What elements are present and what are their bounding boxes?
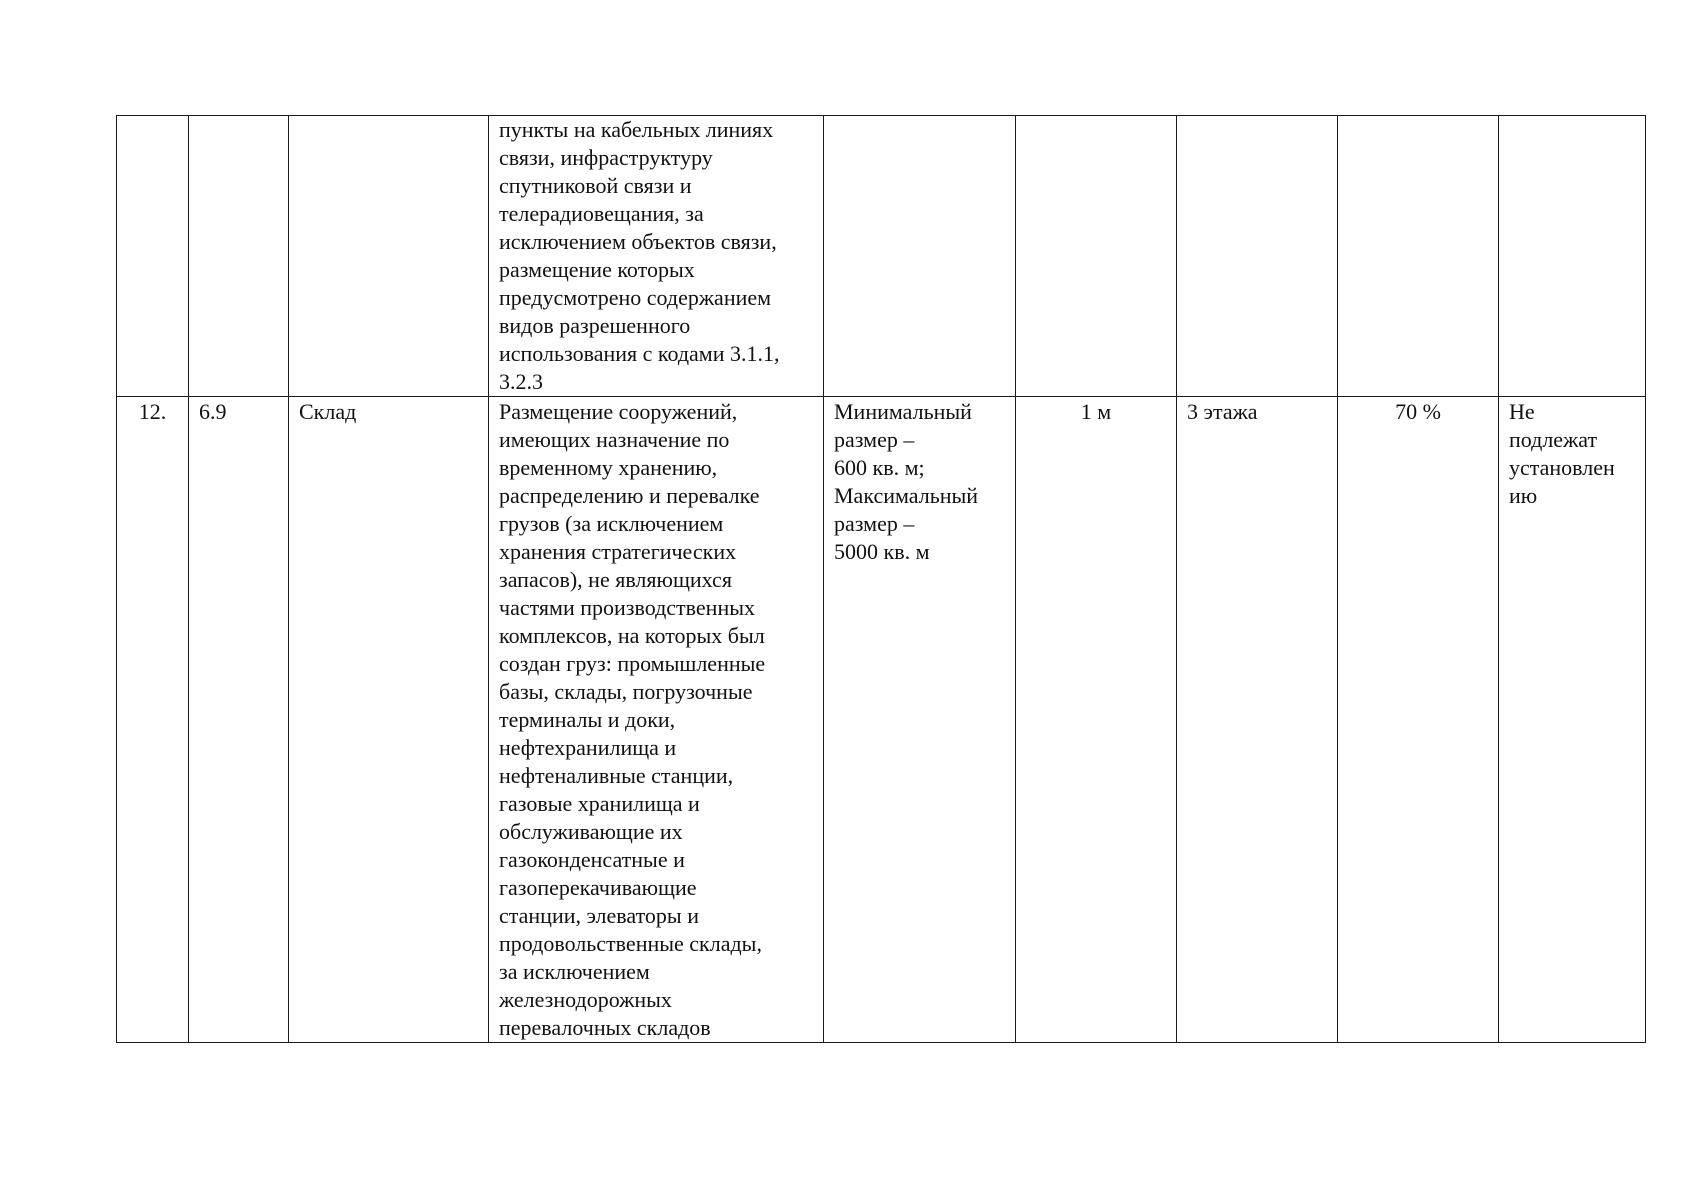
text-line: обслуживающие их <box>499 819 683 844</box>
text-line: за исключением <box>499 959 650 984</box>
text-line: 600 кв. м; <box>834 455 925 480</box>
cell-code <box>189 116 289 397</box>
text-line: Максимальный <box>834 483 979 508</box>
cell-coverage <box>1338 116 1499 397</box>
text-line: частями производственных <box>499 595 755 620</box>
text-line: продовольственные склады, <box>499 931 762 956</box>
text-line: подлежат <box>1509 427 1598 452</box>
text-line: комплексов, на которых был <box>499 623 765 648</box>
zoning-regulations-table <box>116 115 1646 1043</box>
cell-code: 6.9 <box>189 397 289 1043</box>
text-line: нефтехранилища и <box>499 735 677 760</box>
text-line: размер – <box>834 511 915 536</box>
text-line: видов разрешенного <box>499 313 691 338</box>
text-line: размещение которых <box>499 257 695 282</box>
table-row-12 <box>117 397 1646 1043</box>
text-line: имеющих назначение по <box>499 427 730 452</box>
table-row-continuation <box>117 116 1646 397</box>
text-line: ию <box>1509 483 1538 508</box>
text-line: пункты на кабельных линиях <box>499 117 774 142</box>
text-line: грузов (за исключением <box>499 511 724 536</box>
cell-number <box>117 116 189 397</box>
cell-floors: 3 этажа <box>1177 397 1338 1043</box>
text-line: предусмотрено содержанием <box>499 285 772 310</box>
text-line: 5000 кв. м <box>834 539 930 564</box>
cell-setback: 1 м <box>1016 397 1177 1043</box>
text-line: размер – <box>834 427 915 452</box>
text-line: хранения стратегических <box>499 539 737 564</box>
text-line: Размещение сооружений, <box>499 399 738 424</box>
cell-name <box>289 116 489 397</box>
cell-other <box>1499 397 1646 1043</box>
cell-description <box>489 397 824 1043</box>
text-line: газоперекачивающие <box>499 875 697 900</box>
text-line: станции, элеваторы и <box>499 903 699 928</box>
text-line: железнодорожных <box>499 987 672 1012</box>
text-line: терминалы и доки, <box>499 707 676 732</box>
cell-floors <box>1177 116 1338 397</box>
text-line: установлен <box>1509 455 1615 480</box>
text-line: газоконденсатные и <box>499 847 685 872</box>
cell-description <box>489 116 824 397</box>
text-line: спутниковой связи и <box>499 173 692 198</box>
text-line: телерадиовещания, за <box>499 201 704 226</box>
text-line: распределению и перевалке <box>499 483 760 508</box>
text-line: создан груз: промышленные <box>499 651 766 676</box>
cell-setback <box>1016 116 1177 397</box>
cell-coverage: 70 % <box>1338 397 1499 1043</box>
text-line: Не <box>1509 399 1535 424</box>
text-line: связи, инфраструктуру <box>499 145 713 170</box>
text-line: перевалочных складов <box>499 1015 711 1040</box>
text-line: исключением объектов связи, <box>499 229 777 254</box>
cell-name: Склад <box>289 397 489 1043</box>
text-line: нефтеналивные станции, <box>499 763 734 788</box>
text-line: 3.2.3 <box>499 369 543 394</box>
text-line: временному хранению, <box>499 455 718 480</box>
text-line: использования с кодами 3.1.1, <box>499 341 780 366</box>
text-line: базы, склады, погрузочные <box>499 679 753 704</box>
text-line: газовые хранилища и <box>499 791 700 816</box>
text-line: Минимальный <box>834 399 972 424</box>
cell-plot-size <box>824 397 1016 1043</box>
cell-plot-size <box>824 116 1016 397</box>
cell-number: 12. <box>117 397 189 1043</box>
cell-other <box>1499 116 1646 397</box>
text-line: запасов), не являющихся <box>499 567 732 592</box>
